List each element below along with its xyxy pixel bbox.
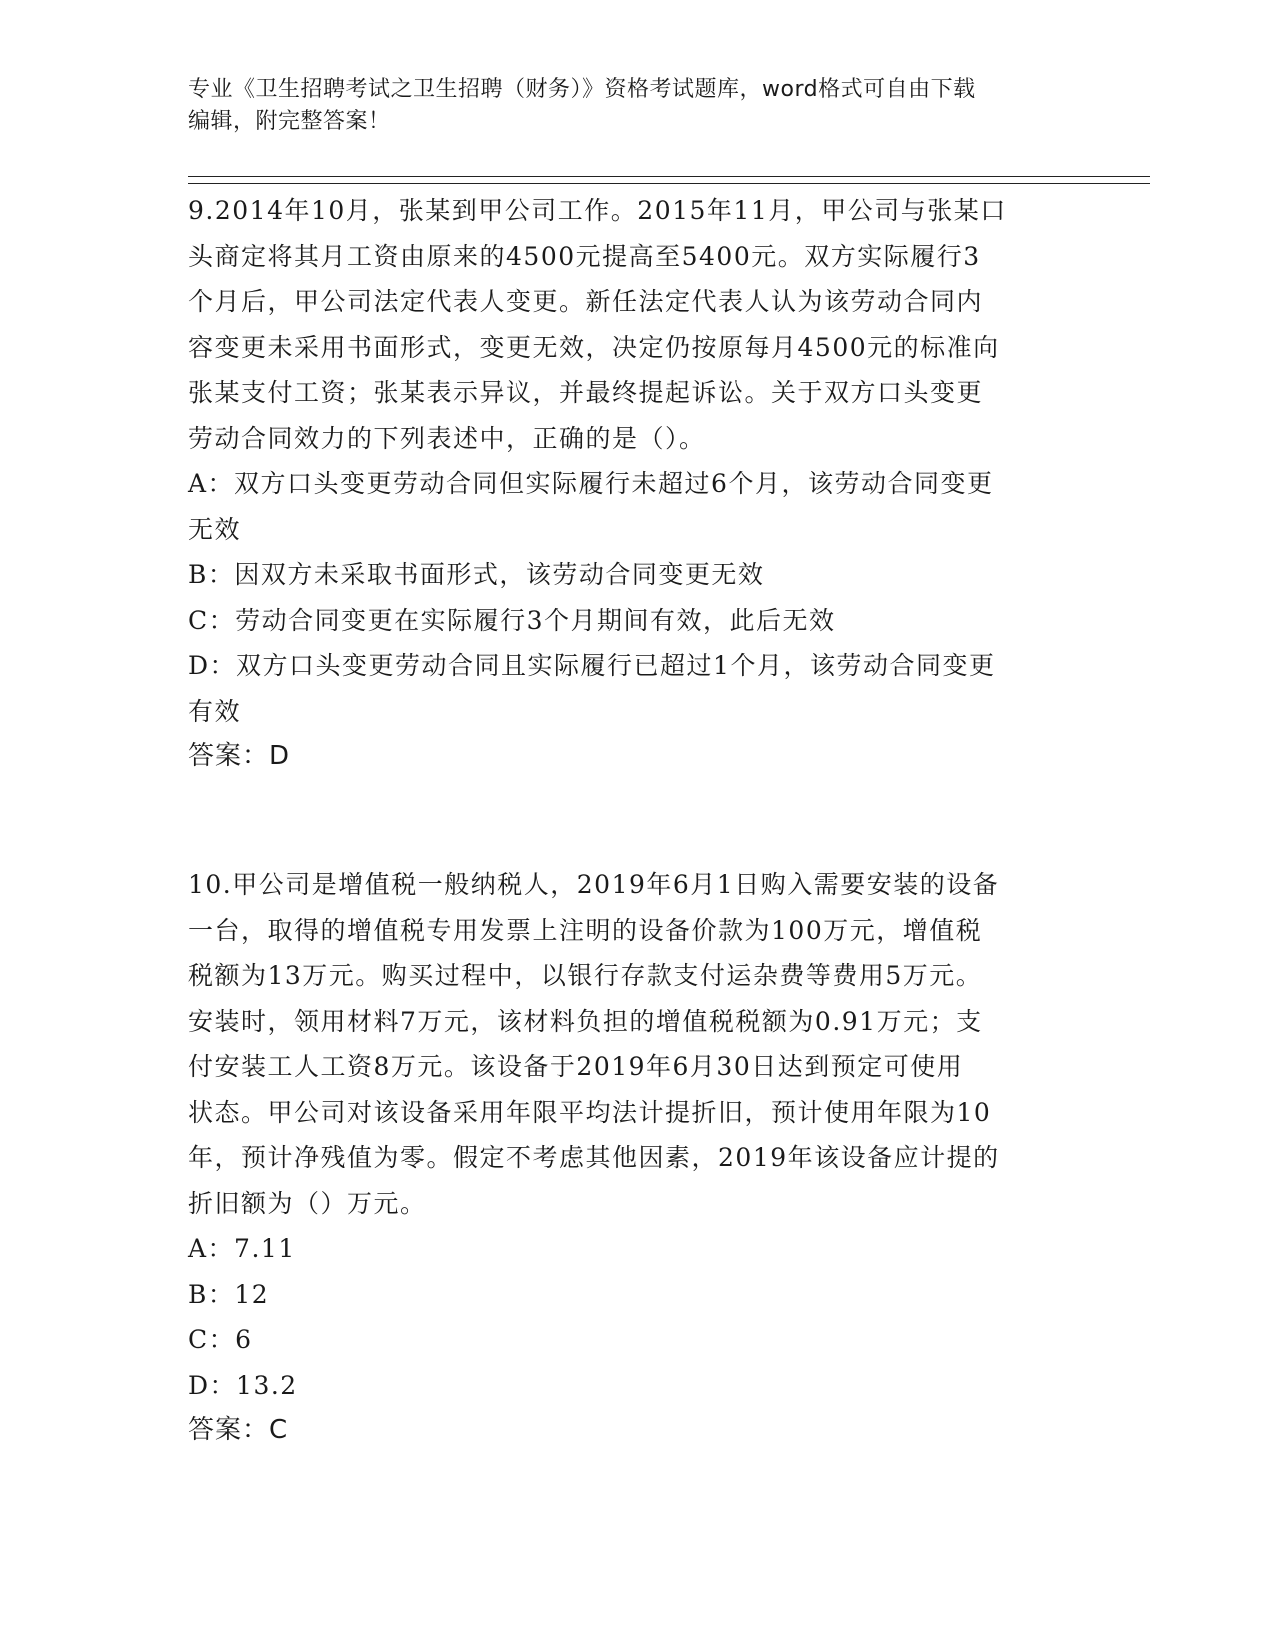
option-c: C：6 (188, 1325, 253, 1354)
option-c: C：劳动合同变更在实际履行3个月期间有效，此后无效 (188, 605, 836, 635)
question-text-line: 9.2014年10月，张某到甲公司工作。2015年11月，甲公司与张某口 (188, 196, 1007, 225)
question-text-line: 折旧额为（）万元。 (188, 1188, 427, 1218)
question-text-line: 劳动合同效力的下列表述中，正确的是（）。 (188, 423, 706, 453)
question-text-line: 头商定将其月工资由原来的4500元提高至5400元。双方实际履行3 (188, 241, 981, 271)
question-text-line: 安装时，领用材料7万元，该材料负担的增值税税额为0.91万元；支 (188, 1006, 983, 1036)
question-text-line: 10.甲公司是增值税一般纳税人，2019年6月1日购入需要安装的设备 (188, 870, 1000, 899)
option-d-continued: 有效 (188, 696, 242, 726)
answer-label: 答案：D (188, 741, 291, 771)
option-b: B：12 (188, 1279, 270, 1309)
option-d: D：13.2 (188, 1370, 298, 1400)
header-divider (188, 176, 1150, 177)
question-10 (188, 862, 1088, 1454)
option-b: B：因双方未采取书面形式，该劳动合同变更无效 (188, 560, 765, 589)
question-text-line: 状态。甲公司对该设备采用年限平均法计提折旧，预计使用年限为10 (188, 1097, 992, 1127)
question-9 (188, 188, 1088, 780)
option-d: D：双方口头变更劳动合同且实际履行已超过1个月，该劳动合同变更 (188, 651, 996, 680)
header-divider (188, 183, 1150, 184)
option-a-continued: 无效 (188, 514, 242, 544)
question-text-line: 税额为13万元。购买过程中，以银行存款支付运杂费等费用5万元。 (188, 961, 983, 990)
question-text-line: 容变更未采用书面形式，变更无效，决定仍按原每月4500元的标准向 (188, 332, 1000, 362)
header-line: 专业《卫生招聘考试之卫生招聘（财务）》资格考试题库，word格式可自由下载 (188, 77, 976, 102)
question-text-line: 一台，取得的增值税专用发票上注明的设备价款为100万元，增值税 (188, 915, 983, 945)
option-a: A：7.11 (188, 1234, 296, 1263)
option-a: A：双方口头变更劳动合同但实际履行未超过6个月，该劳动合同变更 (188, 469, 994, 498)
answer-label: 答案：C (188, 1415, 289, 1445)
question-text-line: 个月后，甲公司法定代表人变更。新任法定代表人认为该劳动合同内 (188, 287, 984, 316)
document-header (188, 74, 1068, 138)
question-text-line: 付安装工人工资8万元。该设备于2019年6月30日达到预定可使用 (188, 1052, 964, 1081)
question-text-line: 年，预计净残值为零。假定不考虑其他因素，2019年该设备应计提的 (188, 1143, 1000, 1172)
question-text-line: 张某支付工资；张某表示异议，并最终提起诉讼。关于双方口头变更 (188, 378, 984, 407)
header-line: 编辑，附完整答案！ (188, 109, 391, 134)
